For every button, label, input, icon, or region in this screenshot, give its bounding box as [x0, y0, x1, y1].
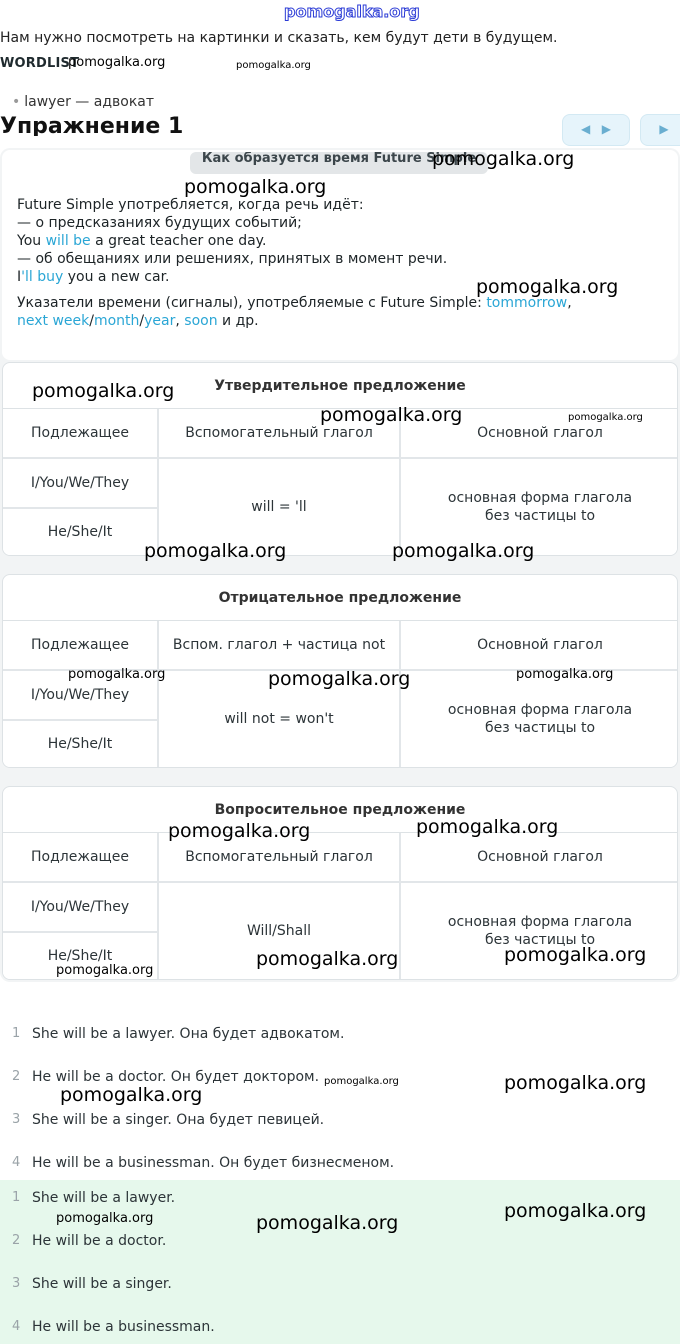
watermark: pomogalka.org: [32, 380, 175, 402]
subject-plural: I/You/We/They: [3, 671, 157, 719]
watermark: pomogalka.org: [320, 404, 463, 426]
watermark: pomogalka.org: [324, 1076, 399, 1087]
watermark: pomogalka.org: [432, 148, 575, 170]
header-aux-verb: Вспом. глагол + частица not: [159, 621, 399, 669]
watermark: pomogalka.org: [504, 944, 647, 966]
watermark: pomogalka.org: [60, 1084, 203, 1106]
watermark: pomogalka.org: [256, 1212, 399, 1234]
next-exercise-button[interactable]: [640, 114, 680, 146]
subject-plural: I/You/We/They: [3, 459, 157, 507]
watermark: pomogalka.org: [476, 276, 619, 298]
subject-singular: He/She/It: [3, 721, 157, 767]
header-main-verb: Основной глагол: [401, 409, 678, 457]
watermark: pomogalka.org: [268, 668, 411, 690]
table-title: Утвердительное предложение: [3, 363, 677, 409]
watermark: pomogalka.org: [504, 1072, 647, 1094]
watermark: pomogalka.org: [568, 412, 643, 423]
prev-exercise-button[interactable]: [562, 114, 630, 146]
subject-singular: He/She/It: [3, 933, 157, 979]
theory-heading: Как образуется время Future Simple: [190, 152, 488, 174]
aux-verb-value: Will/Shall: [159, 883, 399, 979]
wordlist-item[interactable]: [12, 94, 154, 110]
aux-verb-value: will = 'll: [159, 459, 399, 555]
subject-plural: I/You/We/They: [3, 883, 157, 931]
header-subject: Подлежащее: [3, 621, 157, 669]
header-subject: Подлежащее: [3, 833, 157, 881]
subject-singular: He/She/It: [3, 509, 157, 555]
watermark: pomogalka.org: [516, 667, 614, 682]
header-aux-verb: Вспомогательный глагол: [159, 409, 399, 457]
watermark: pomogalka.org: [236, 60, 311, 71]
watermark: pomogalka.org: [68, 55, 166, 70]
header-subject: Подлежащее: [3, 409, 157, 457]
arrow-left-icon: ◀ ▶: [581, 122, 611, 136]
aux-verb-value: will not = won't: [159, 671, 399, 767]
exercise-title: Упражнение 1: [0, 114, 184, 136]
watermark: pomogalka.org: [56, 963, 154, 978]
header-main-verb: Основной глагол: [401, 833, 678, 881]
main-verb-value: основная форма глагола без частицы to: [401, 459, 678, 555]
wordlist-term: lawyer — адвокат: [24, 94, 155, 110]
arrow-right-icon: ▶: [659, 122, 669, 136]
watermark: pomogalka.org: [256, 948, 399, 970]
watermark: pomogalka.org: [168, 820, 311, 842]
bullet-icon: •: [12, 94, 21, 110]
main-verb-value: основная форма глагола без частицы to: [401, 883, 678, 979]
wordlist-label: WORDLIST: [0, 56, 80, 71]
header-aux-verb: Вспомогательный глагол: [159, 833, 399, 881]
watermark: pomogalka.org: [416, 816, 559, 838]
theory-text: Future Simple употребляется, когда речь идёт: — о предсказаниях будущих событий; You will be a great teacher one day. — об обещаниях или решениях, принятых в момент речи. I'll buy you a new car. Указатели времени (сигналы), употребляемые с Future Simple: tommorrow, next week/month/year, soon и др.: [17, 197, 572, 329]
main-verb-value: основная форма глагола без частицы to: [401, 671, 678, 767]
watermark: pomogalka.org: [184, 176, 327, 198]
watermark-top: pomogalka.org: [284, 2, 420, 21]
intro-text: Нам нужно посмотреть на картинки и сказать, кем будут дети в будущем.: [0, 30, 558, 46]
time-marker-tomorrow: tommorrow: [486, 295, 568, 311]
watermark: pomogalka.org: [68, 667, 166, 682]
table-title: Вопросительное предложение: [3, 787, 677, 833]
table-title: Отрицательное предложение: [3, 575, 677, 621]
watermark: pomogalka.org: [56, 1211, 154, 1226]
header-main-verb: Основной глагол: [401, 621, 678, 669]
watermark: pomogalka.org: [504, 1200, 647, 1222]
watermark: pomogalka.org: [392, 540, 535, 562]
watermark: pomogalka.org: [144, 540, 287, 562]
